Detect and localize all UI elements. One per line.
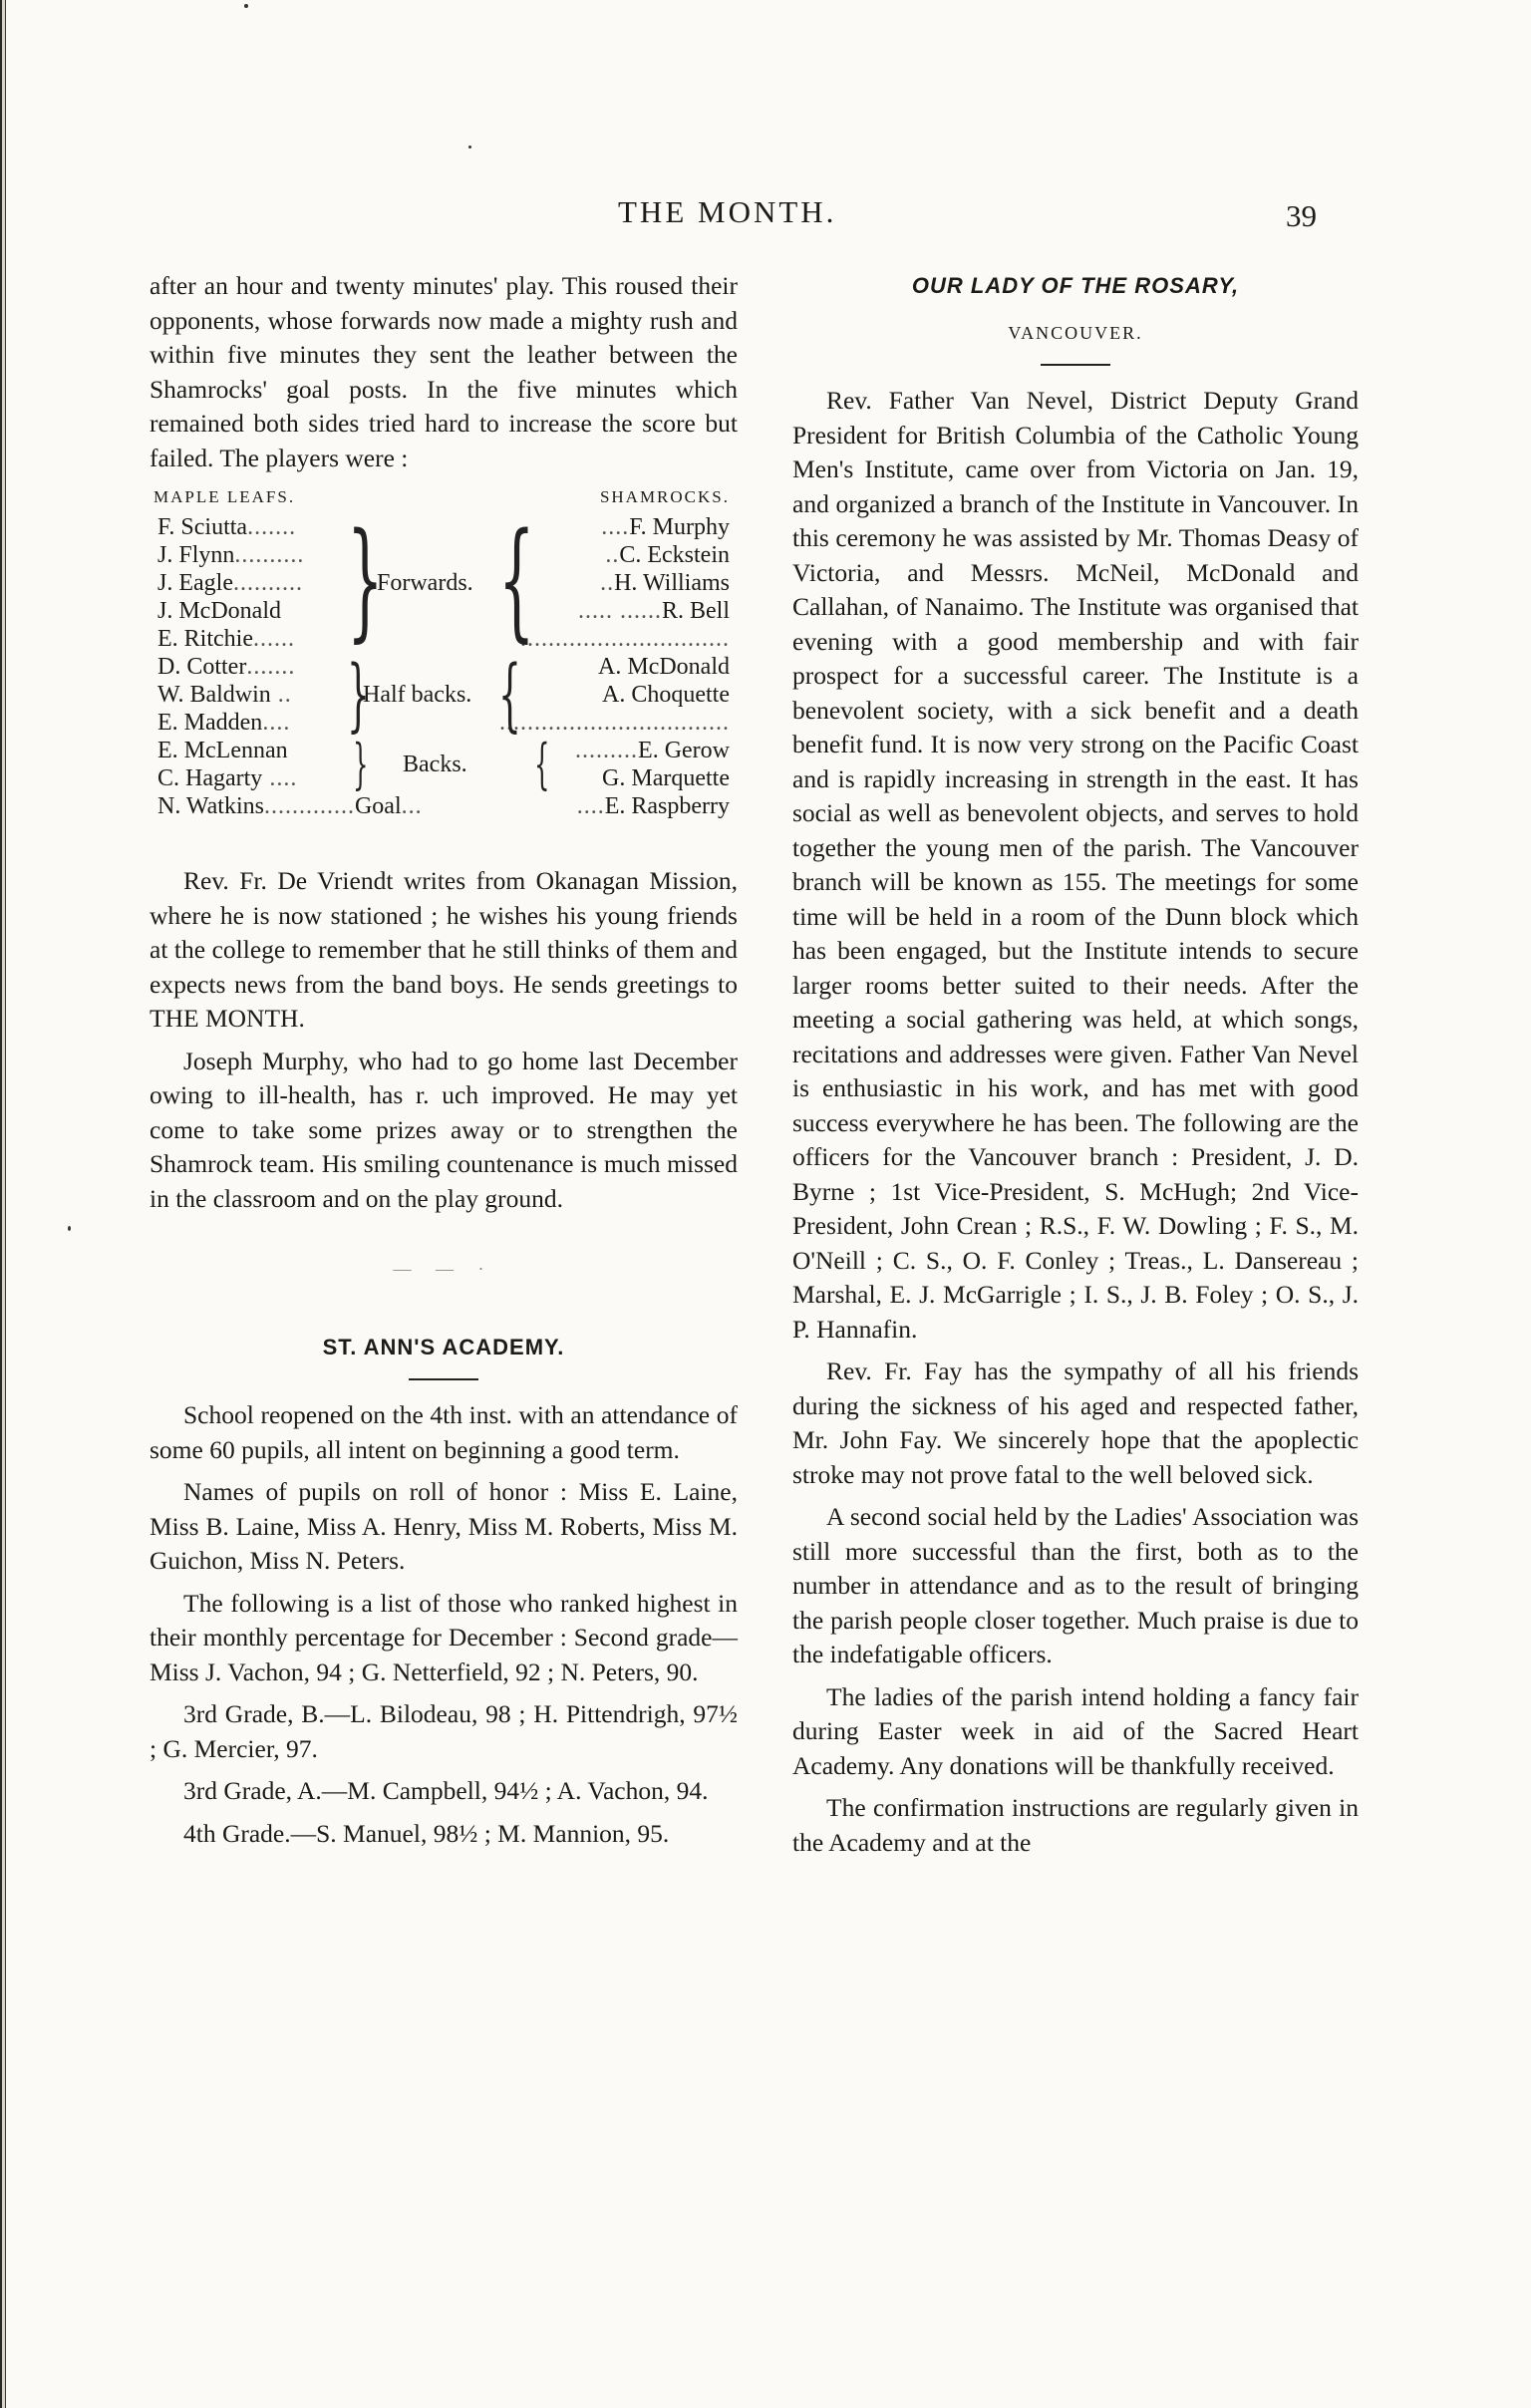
roster-player-right: A. Choquette	[602, 682, 730, 708]
roster-line: J. Eagle.......... ..H. Williams	[157, 570, 730, 596]
left-brace: {	[498, 648, 521, 741]
left-brace: {	[498, 506, 535, 655]
paragraph: The confirmation instructions are regularly given in the Academy and at the	[792, 1793, 1359, 1857]
roster-player-right: A. McDonald	[598, 654, 730, 680]
ink-speck	[68, 1226, 71, 1231]
roster-player-left: D. Cotter	[157, 654, 247, 680]
roster-player-right: R. Bell	[661, 598, 730, 624]
roster-line: J. McDonald ..... ......R. Bell	[157, 598, 730, 624]
right-column	[792, 269, 1359, 1868]
team-roster	[150, 483, 738, 842]
ink-speck	[244, 4, 248, 8]
left-column	[150, 269, 738, 1859]
running-title: THE MONTH.	[618, 194, 837, 229]
roster-line: E. McLennan .........E. Gerow	[157, 738, 730, 763]
roster-player-left: J. Flynn	[157, 542, 235, 568]
roster-team-shamrocks: SHAMROCKS.	[599, 487, 730, 506]
heading-rule	[1041, 364, 1110, 366]
paragraph: School reopened on the 4th inst. with an attendance of some 60 pupils, all intent on beginning a good term.	[150, 1400, 738, 1464]
paragraph: Rev. Fr. De Vriendt writes from Okanagan Mission, where he is now stationed ; he wishes his young friends at the college to remember that he still thinks of them and expects news from the band boys. He sends greetings to THE MONTH.	[150, 866, 738, 1033]
heading-rule	[409, 1378, 478, 1380]
section-subheading: VANCOUVER.	[1008, 322, 1143, 343]
roster-player-left: E. Ritchie	[157, 626, 253, 652]
roster-player-right: E. Gerow	[638, 738, 730, 763]
roster-line: W. Baldwin .. A. Choquette	[157, 682, 730, 708]
running-head	[0, 194, 1531, 234]
roster-player-right: H. Williams	[614, 570, 730, 596]
paragraph: Joseph Murphy, who had to go home last December owing to ill-health, has r. uch improved. He may yet come to take some prizes away or to strengthen the Shamrock team. His smiling countenance is much missed in the classroom and on the play ground.	[150, 1046, 738, 1213]
roster-line: N. Watkins.............Goal... ....E. Raspberry	[157, 793, 730, 819]
paragraph: Rev. Father Van Nevel, District Deputy Grand President for British Columbia of the Catholic Young Men's Institute, came over from Victoria on Jan. 19, and organized a branch of the Institute in Vancouver. In this ceremony he was assisted by Mr. Thomas Deasy of Victoria, and Messrs. McNeil, McDonald and Callahan, of Nanaimo. The Institute was organised that evening with a good membership and with fair prospect for a successful career. The Institute is a benevolent society, with a sick benefit and a death benefit fund. It is now very strong on the Pacific Coast and is rapidly increasing in strength in the east. It has social as well as benevolent objects, and serves to hold together the young men of the parish. The Vancouver branch will be known as 155. The meetings for some time will be held in a room of the Dunn block which has been engaged, but the Institute intends to secure larger rooms better suited to their needs. After the meeting a social gathering was held, at which songs, recitations and addresses were given. Father Van Nevel is enthusiastic in his work, and has met with good success everywhere he has been. The following are the officers for the Vancouver branch : President, J. D. Byrne ; 1st Vice-President, S. McHugh; 2nd Vice-President, John Crean ; R.S., F. W. Dowling ; F. S., M. O'Neill ; C. S., O. F. Conley ; Treas., L. Dansereau ; Marshal, E. J. McGarrigle ; I. S., J. B. Foley ; O. S., J. P. Hannafin.	[792, 386, 1359, 1344]
roster-position-forwards: Forwards.	[377, 570, 473, 596]
roster-line: E. Madden.... .................................	[157, 710, 730, 736]
right-brace: }	[347, 648, 370, 741]
roster-player-left: N. Watkins	[157, 793, 264, 819]
roster-player-left: E. McLennan	[157, 738, 288, 763]
continued-paragraph: after an hour and twenty minutes' play. This roused their opponents, whose forwards now made a mighty rush and within five minutes they sent the leather between the Shamrocks' goal posts. In the five minutes which remained both sides tried hard to increase the score but failed. The players were :	[150, 271, 738, 472]
roster-line: J. Flynn.......... ..C. Eckstein	[157, 542, 730, 568]
roster-player-left: J. McDonald	[157, 598, 281, 624]
page-number: 39	[1286, 198, 1317, 233]
paragraph: Names of pupils on roll of honor : Miss E. Laine, Miss B. Laine, Miss A. Henry, Miss M. Roberts, Miss M. Guichon, Miss N. Peters.	[150, 1477, 738, 1575]
paragraph: 3rd Grade, B.—L. Bilodeau, 98 ; H. Pittendrigh, 97½ ; G. Mercier, 97.	[150, 1699, 738, 1763]
roster-line: C. Hagarty .... G. Marquette	[157, 765, 730, 791]
paragraph: The following is a list of those who ranked highest in their monthly percentage for December : Second grade—Miss J. Vachon, 94 ; G. Netterfield, 92 ; N. Peters, 90.	[150, 1588, 738, 1686]
roster-player-left: J. Eagle	[157, 570, 233, 596]
roster-team-maple-leafs: MAPLE LEAFS.	[153, 487, 296, 506]
ink-speck	[468, 146, 471, 149]
roster-player-left: C. Hagarty	[157, 765, 263, 791]
paragraph: 4th Grade.—S. Manuel, 98½ ; M. Mannion, 95.	[183, 1818, 670, 1848]
paragraph: Rev. Fr. Fay has the sympathy of all his friends during the sickness of his aged and respected father, Mr. John Fay. We sincerely hope that the apoplectic stroke may not prove fatal to the well beloved sick.	[792, 1356, 1359, 1489]
roster-player-left: W. Baldwin	[157, 682, 271, 708]
paragraph: 3rd Grade, A.—M. Campbell, 94½ ; A. Vachon, 94.	[183, 1776, 709, 1805]
roster-position-half-backs: Half backs.	[363, 682, 472, 708]
roster-position-goal: Goal	[354, 793, 402, 819]
binding-edge	[0, 0, 14, 2408]
section-heading: OUR LADY OF THE ROSARY,	[911, 273, 1240, 298]
roster-player-left: F. Sciutta	[157, 514, 248, 540]
paragraph: A second social held by the Ladies' Association was still more successful than the first, both as to the number in attendance and as to the result of bringing the parish people closer together. Much praise is due to the indefatigable officers.	[792, 1502, 1359, 1668]
roster-position-backs: Backs.	[403, 752, 467, 777]
roster-line: E. Ritchie...... ..............................	[157, 626, 730, 652]
right-brace: }	[353, 733, 369, 795]
left-brace: {	[534, 733, 550, 795]
roster-line: F. Sciutta....... ....F. Murphy	[157, 514, 730, 540]
roster-player-left: E. Madden	[157, 710, 263, 736]
roster-player-right: C. Eckstein	[619, 542, 730, 568]
paragraph: The ladies of the parish intend holding a fancy fair during Easter week in aid of the Sacred Heart Academy. Any donations will be thankfully received.	[792, 1681, 1359, 1780]
roster-player-right: G. Marquette	[602, 765, 730, 791]
right-brace: }	[347, 506, 384, 655]
section-ornament: — — ·	[393, 1259, 494, 1279]
roster-player-right: E. Raspberry	[604, 793, 730, 819]
roster-player-right: F. Murphy	[629, 514, 730, 540]
roster-line: D. Cotter....... A. McDonald	[157, 654, 730, 680]
section-heading: ST. ANN'S ACADEMY.	[322, 1334, 565, 1359]
